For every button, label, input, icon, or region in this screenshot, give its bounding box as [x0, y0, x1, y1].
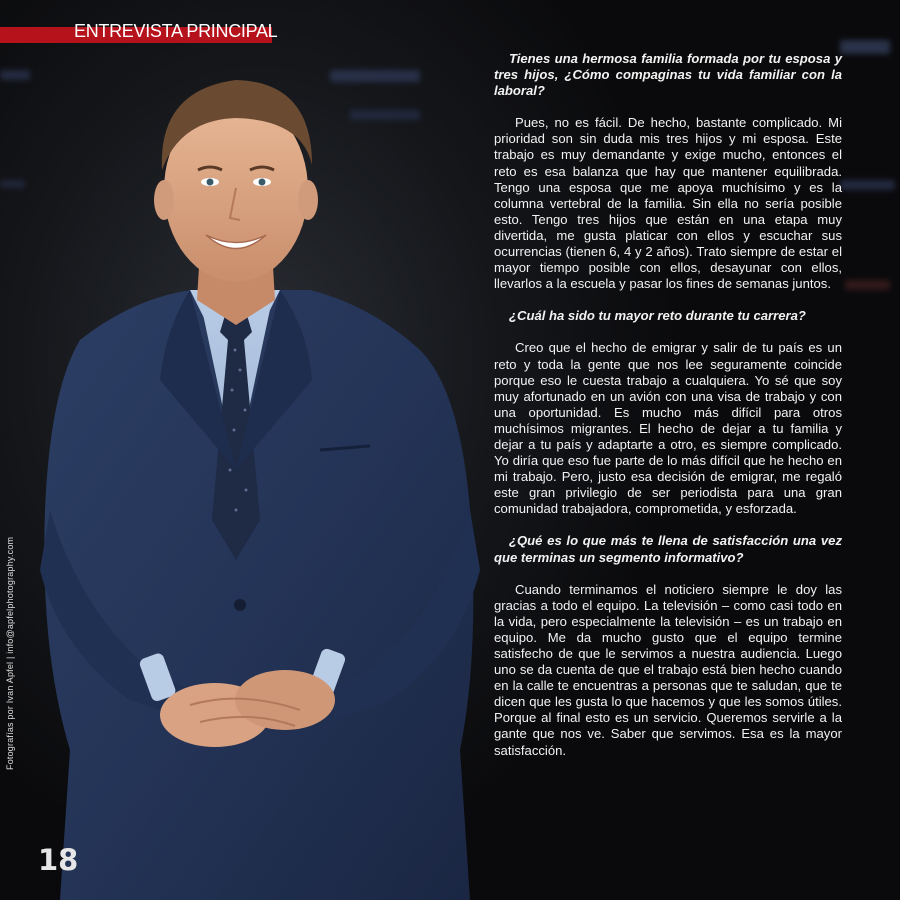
photo-credit: Fotografías por Ivan Apfel | info@apfelphotography.com	[5, 536, 15, 770]
interview-question: ¿Cuál ha sido tu mayor reto durante tu carrera?	[509, 308, 806, 324]
interview-question: Tienes una hermosa familia formada por tu esposa y tres hijos, ¿Cómo compaginas tu vida familiar con la laboral?	[494, 51, 842, 99]
background-light	[0, 70, 30, 80]
background-light	[840, 180, 895, 190]
interview-answer: Creo que el hecho de emigrar y salir de tu país es un reto y toda la gente que nos lee seguramente coincide porque eso le cuesta trabajo a cualquiera. Yo sé que soy muy afortunado en un avión con una visa de trabajo y con una oportunidad. Es mucho más difícil para otros muchísimos migrantes. El hecho de dejar a tu familia y dejar a tu país y adaptarte a otro, es siempre complicado. Yo diría que eso fue parte de lo más difícil que he hecho en mi trabajo. Pero, justo esa decisión de emigrar, me regaló este gran privilegio de ser periodista para una gran comunidad trabajadora, comprometida, y esforzada.	[494, 340, 842, 517]
interview-question: ¿Qué es lo que más te llena de satisfacción una vez que terminas un segmento informativo?	[494, 533, 842, 565]
interview-answer: Cuando terminamos el noticiero siempre le doy las gracias a todo el equipo. La televisión – como casi todo en la vida, pero especialmente la televisión – es un trabajo en equipo. Me da mucho gusto que el equipo termine satisfecho de que le servimos a nuestra audiencia. Luego uno se da cuenta de que el trabajo está bien hecho cuando en la calle te encuentras a personas que te saludan, que te dicen que les gusta lo que hacemos y que les somos útiles. Porque al final esto es un servicio. Queremos servirle a la gante que nos ve. Saber que servimos. Esa es la mayor satisfacción.	[494, 581, 842, 758]
background-light	[840, 40, 890, 54]
interview-answer: Pues, no es fácil. De hecho, bastante complicado. Mi prioridad son sin duda mis tres hijos y mi esposa. Este trabajo es muy demandante y exige mucho, entonces el reto es esa balanza que hay que mantener equilibrada. Tengo una esposa que me apoya muchísimo y es la columna vertebral de la familia. Sin ella no sería posible esto. Tengo tres hijos que están en una etapa muy divertida, me gusta platicar con ellos y escuchar sus ocurrencias (tienen 6, 4 y 2 años). Trato siempre de estar el mayor tiempo posible con ellos, desayunar con ellos, llevarlos a la escuela y pasar los fines de semanas juntos.	[494, 115, 842, 292]
page-number: 18	[38, 843, 79, 877]
background-light	[845, 280, 890, 290]
background-light	[0, 180, 25, 188]
interview-article	[494, 51, 842, 775]
section-title: ENTREVISTA PRINCIPAL	[74, 21, 278, 41]
portrait-photo	[40, 50, 490, 900]
